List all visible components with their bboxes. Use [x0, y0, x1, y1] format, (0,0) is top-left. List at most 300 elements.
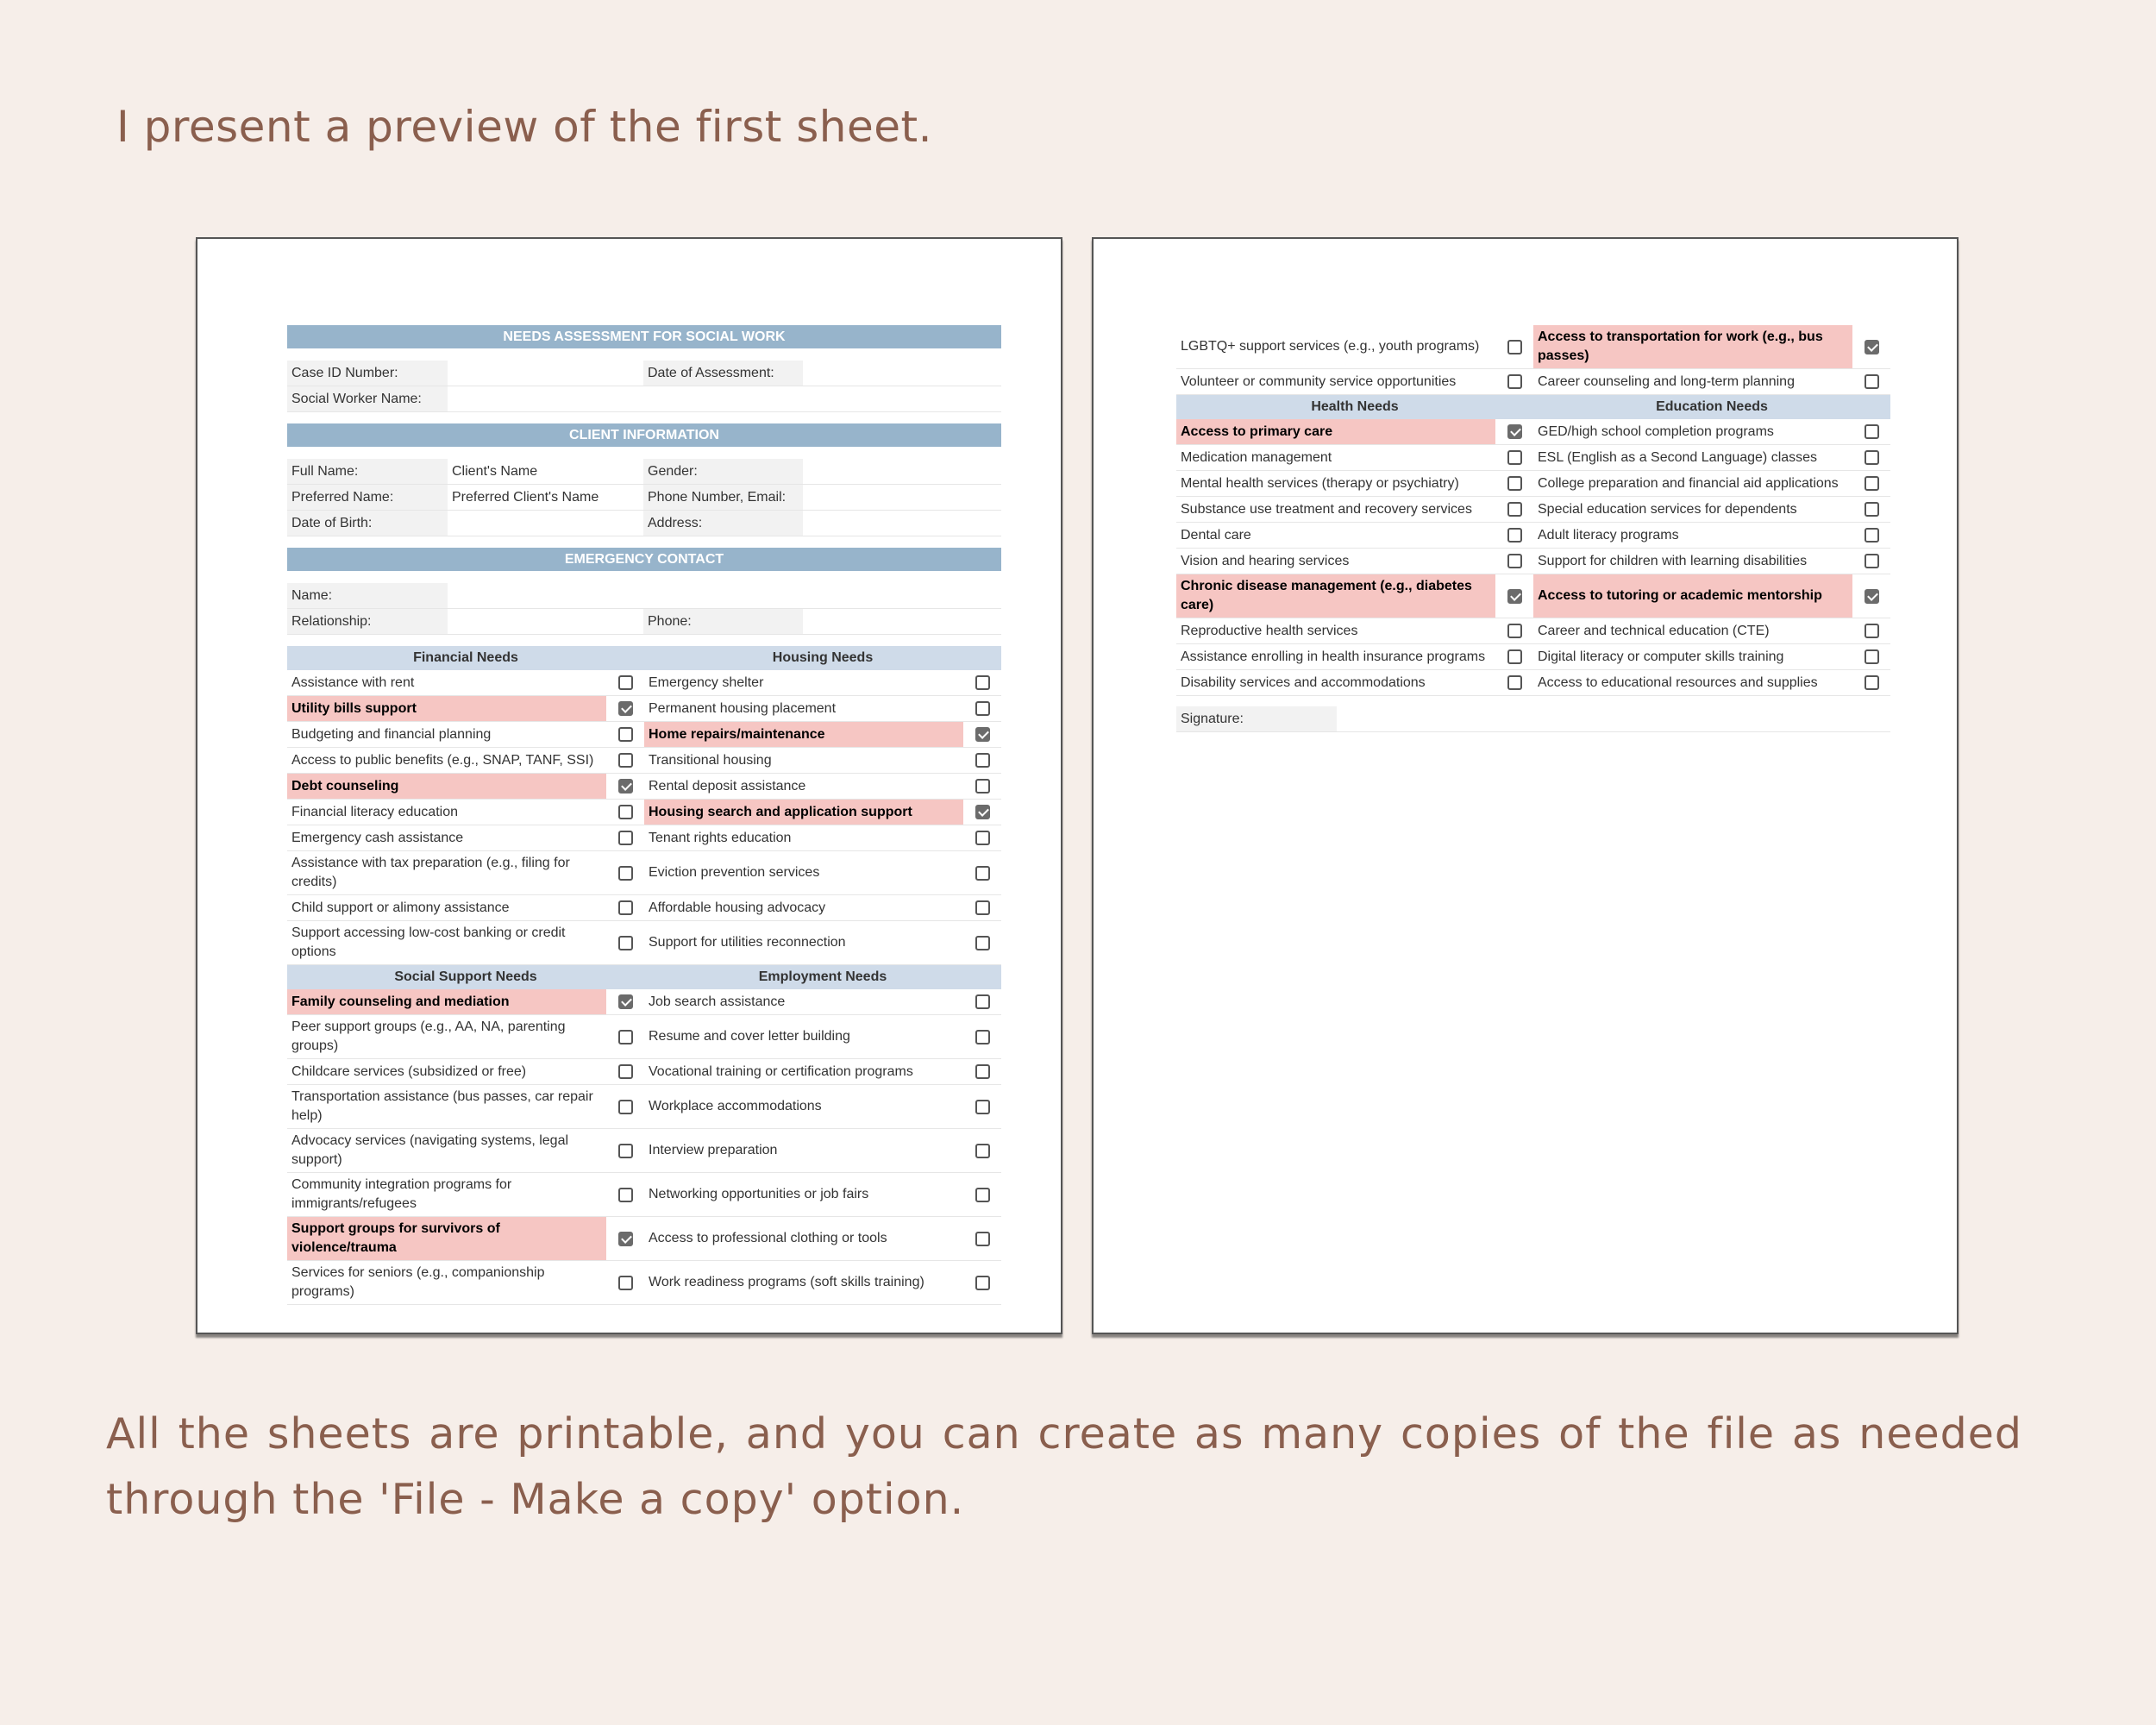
checkbox-unchecked[interactable]: [618, 805, 633, 819]
needs-row: [287, 1129, 1001, 1173]
case-row: [287, 361, 1001, 386]
checkbox-checked[interactable]: [1507, 589, 1522, 604]
checkbox-unchecked[interactable]: [1865, 675, 1879, 690]
needs-item-right: [1533, 549, 1890, 574]
checkbox-cell: [1852, 618, 1890, 643]
checkbox-unchecked[interactable]: [618, 831, 633, 845]
needs-item-left: [287, 1173, 644, 1216]
signature-field[interactable]: [1337, 706, 1890, 731]
checkbox-unchecked[interactable]: [1865, 624, 1879, 638]
needs-category-title: Financial Needs: [413, 650, 518, 665]
checkbox-cell: [963, 774, 1001, 799]
checkbox-unchecked[interactable]: [975, 753, 990, 768]
checkbox-unchecked[interactable]: [1865, 374, 1879, 389]
checkbox-unchecked[interactable]: [618, 1276, 633, 1290]
needs-item-label: Services for seniors (e.g., companionship programs): [291, 1265, 545, 1299]
checkbox-cell: [1852, 523, 1890, 548]
checkbox-cell: [1495, 325, 1533, 368]
needs-item-left: [1176, 574, 1533, 618]
address-label: Address:: [643, 511, 803, 536]
needs-item-label: Advocacy services (navigating systems, legal support): [291, 1133, 569, 1167]
needs-item-right: [644, 1015, 1001, 1058]
checkbox-cell: [606, 895, 644, 920]
needs-item-right: [644, 800, 1001, 825]
checkbox-cell: [1852, 497, 1890, 522]
needs-item-label: Childcare services (subsidized or free): [291, 1063, 527, 1079]
needs-item-label: Support for utilities reconnection: [649, 935, 846, 950]
checkbox-unchecked[interactable]: [975, 866, 990, 881]
needs-row: [287, 989, 1001, 1015]
needs-row: [1176, 471, 1890, 497]
client-row-1: [287, 459, 1001, 485]
checkbox-cell: [963, 851, 1001, 894]
checkbox-unchecked[interactable]: [975, 994, 990, 1009]
needs-item-label: Access to professional clothing or tools: [649, 1231, 887, 1245]
checkbox-checked[interactable]: [618, 779, 633, 794]
ec-relationship-field[interactable]: [448, 609, 643, 634]
needs-item-left: [287, 1217, 644, 1260]
ec-name-field[interactable]: [448, 583, 1001, 608]
needs-item-left: [1176, 523, 1533, 548]
checkbox-cell: [963, 1059, 1001, 1084]
gender-field[interactable]: [803, 459, 1001, 484]
needs-item-right: [644, 1173, 1001, 1216]
needs-row: [287, 748, 1001, 774]
needs-section-header: [287, 965, 1001, 989]
checkbox-unchecked[interactable]: [618, 1144, 633, 1158]
needs-item-label: Access to public benefits (e.g., SNAP, TANF, SSI): [291, 752, 594, 768]
needs-item-left: [287, 774, 644, 799]
signature-row: [1176, 706, 1890, 732]
checkbox-cell: [606, 989, 644, 1014]
form-title: NEEDS ASSESSMENT FOR SOCIAL WORK: [287, 325, 1001, 348]
needs-item-label: Career counseling and long-term planning: [1538, 373, 1795, 389]
needs-item-label: Home repairs/maintenance: [644, 722, 963, 747]
needs-item-left: [1176, 670, 1533, 695]
needs-item-label: Workplace accommodations: [649, 1099, 822, 1113]
full-name-field[interactable]: Client's Name: [452, 464, 538, 479]
needs-item-label: Dental care: [1181, 527, 1251, 543]
checkbox-cell: [606, 748, 644, 773]
needs-item-left: [1176, 471, 1533, 496]
checkbox-cell: [1495, 549, 1533, 574]
checkbox-cell: [606, 1173, 644, 1216]
checkbox-cell: [1852, 471, 1890, 496]
needs-row: [287, 670, 1001, 696]
checkbox-cell: [1852, 445, 1890, 470]
checkbox-unchecked[interactable]: [618, 1188, 633, 1202]
needs-item-label: Tenant rights education: [649, 830, 792, 845]
preferred-name-label: Preferred Name:: [287, 485, 448, 510]
full-name-label: Full Name:: [287, 459, 448, 484]
needs-row: [1176, 670, 1890, 696]
checkbox-cell: [606, 921, 644, 964]
worker-field[interactable]: [448, 386, 1001, 411]
checkbox-unchecked[interactable]: [975, 936, 990, 950]
needs-item-label: GED/high school completion programs: [1538, 423, 1774, 439]
checkbox-unchecked[interactable]: [1507, 374, 1522, 389]
needs-item-left: [287, 989, 644, 1014]
needs-item-label: College preparation and financial aid applications: [1538, 475, 1839, 491]
checkbox-cell: [606, 1059, 644, 1084]
needs-item-right: [644, 895, 1001, 920]
needs-item-label: Interview preparation: [649, 1143, 778, 1157]
needs-item-right: [1533, 670, 1890, 695]
needs-category-title: Social Support Needs: [394, 969, 537, 984]
needs-row: [287, 1261, 1001, 1305]
ec-name-label: Name:: [287, 583, 448, 608]
needs-item-label: Medication management: [1181, 449, 1332, 465]
needs-item-left: [287, 1261, 644, 1304]
checkbox-unchecked[interactable]: [1507, 528, 1522, 543]
checkbox-cell: [963, 989, 1001, 1014]
checkbox-checked[interactable]: [975, 727, 990, 742]
needs-item-left: [287, 722, 644, 747]
needs-item-left: [287, 1085, 644, 1128]
checkbox-cell: [1495, 445, 1533, 470]
needs-item-right: [644, 748, 1001, 773]
needs-item-label: Assistance enrolling in health insurance programs: [1181, 649, 1486, 664]
dob-field[interactable]: [448, 511, 643, 536]
needs-item-left: [1176, 445, 1533, 470]
sheet2-content: [1176, 325, 1890, 732]
needs-item-label: Adult literacy programs: [1538, 527, 1679, 543]
checkbox-unchecked[interactable]: [1865, 502, 1879, 517]
checkbox-unchecked[interactable]: [618, 936, 633, 950]
sheet1-needs-tables: [287, 646, 1001, 1305]
checkbox-cell: [606, 696, 644, 721]
checkbox-cell: [963, 895, 1001, 920]
preferred-name-field[interactable]: Preferred Client's Name: [452, 490, 599, 505]
checkbox-checked[interactable]: [618, 701, 633, 716]
needs-item-right: [644, 825, 1001, 850]
needs-item-label: Access to transportation for work (e.g., bus passes): [1533, 325, 1852, 368]
checkbox-checked[interactable]: [1865, 340, 1879, 354]
checkbox-cell: [963, 1129, 1001, 1172]
needs-category-title: Health Needs: [1311, 399, 1399, 414]
checkbox-checked[interactable]: [618, 994, 633, 1009]
needs-row: [287, 1015, 1001, 1059]
ec-phone-label: Phone:: [643, 609, 803, 634]
client-row-2: [287, 485, 1001, 511]
checkbox-unchecked[interactable]: [1865, 528, 1879, 543]
needs-item-right: [1533, 369, 1890, 394]
checkbox-cell: [1852, 369, 1890, 394]
worker-label: Social Worker Name:: [287, 386, 448, 411]
ec-row-1: [287, 583, 1001, 609]
needs-row: [287, 800, 1001, 825]
checkbox-unchecked[interactable]: [618, 1030, 633, 1044]
needs-item-label: Community integration programs for immigrants/refugees: [291, 1177, 512, 1211]
checkbox-cell: [1495, 574, 1533, 618]
needs-item-right: [1533, 644, 1890, 669]
needs-item-label: Access to primary care: [1176, 419, 1495, 444]
case-id-label: Case ID Number:: [287, 361, 448, 386]
needs-item-label: LGBTQ+ support services (e.g., youth programs): [1181, 339, 1480, 354]
checkbox-cell: [1495, 497, 1533, 522]
checkbox-cell: [606, 1261, 644, 1304]
needs-item-right: [644, 1217, 1001, 1260]
checkbox-unchecked[interactable]: [975, 831, 990, 845]
checkbox-unchecked[interactable]: [975, 1144, 990, 1158]
checkbox-cell: [606, 722, 644, 747]
checkbox-cell: [606, 1217, 644, 1260]
needs-item-label: Reproductive health services: [1181, 623, 1358, 638]
needs-item-left: [287, 1129, 644, 1172]
needs-row: [287, 722, 1001, 748]
needs-item-label: Vision and hearing services: [1181, 553, 1350, 568]
checkbox-cell: [606, 851, 644, 894]
checkbox-cell: [963, 1015, 1001, 1058]
needs-item-left: [287, 800, 644, 825]
needs-row: [1176, 618, 1890, 644]
needs-item-label: Career and technical education (CTE): [1538, 623, 1770, 638]
needs-item-label: Budgeting and financial planning: [291, 726, 492, 742]
checkbox-unchecked[interactable]: [1507, 624, 1522, 638]
needs-row: [287, 774, 1001, 800]
needs-section-header: [287, 646, 1001, 670]
checkbox-cell: [1852, 549, 1890, 574]
needs-item-right: [1533, 523, 1890, 548]
checkbox-cell: [963, 1261, 1001, 1304]
needs-item-label: Assistance with tax preparation (e.g., filing for credits): [291, 856, 570, 889]
needs-item-left: [1176, 419, 1533, 444]
needs-item-right: [644, 921, 1001, 964]
phone-email-field[interactable]: [803, 485, 1001, 510]
checkbox-unchecked[interactable]: [1865, 476, 1879, 491]
needs-item-label: Eviction prevention services: [649, 865, 820, 880]
checkbox-cell: [1495, 670, 1533, 695]
client-row-3: [287, 511, 1001, 536]
needs-item-label: Assistance with rent: [291, 674, 415, 690]
checkbox-cell: [1495, 523, 1533, 548]
phone-email-label: Phone Number, Email:: [643, 485, 803, 510]
needs-item-right: [1533, 445, 1890, 470]
ec-phone-field[interactable]: [803, 609, 1001, 634]
needs-item-right: [644, 696, 1001, 721]
needs-item-right: [1533, 574, 1890, 618]
needs-item-right: [1533, 419, 1890, 444]
needs-row: [287, 1059, 1001, 1085]
needs-row: [287, 696, 1001, 722]
needs-item-left: [287, 670, 644, 695]
needs-row: [1176, 523, 1890, 549]
checkbox-cell: [1495, 644, 1533, 669]
needs-item-label: Digital literacy or computer skills training: [1538, 649, 1784, 664]
needs-item-label: Special education services for dependents: [1538, 501, 1797, 517]
needs-item-label: Support for children with learning disabilities: [1538, 553, 1808, 568]
needs-row: [1176, 644, 1890, 670]
needs-item-left: [1176, 549, 1533, 574]
checkbox-cell: [1852, 574, 1890, 618]
needs-item-label: Job search assistance: [649, 994, 786, 1009]
checkbox-unchecked[interactable]: [618, 900, 633, 915]
needs-item-left: [287, 1059, 644, 1084]
checkbox-unchecked[interactable]: [1507, 502, 1522, 517]
needs-row: [287, 895, 1001, 921]
worker-row: [287, 386, 1001, 412]
needs-item-right: [644, 1085, 1001, 1128]
needs-row: [1176, 445, 1890, 471]
checkbox-unchecked[interactable]: [975, 675, 990, 690]
needs-item-right: [644, 989, 1001, 1014]
needs-category-title: Employment Needs: [758, 969, 887, 984]
needs-item-label: Volunteer or community service opportunities: [1181, 373, 1457, 389]
checkbox-unchecked[interactable]: [975, 1276, 990, 1290]
checkbox-unchecked[interactable]: [1865, 424, 1879, 439]
needs-item-left: [287, 825, 644, 850]
checkbox-cell: [963, 1217, 1001, 1260]
needs-item-label: Family counseling and mediation: [287, 989, 606, 1014]
date-label: Date of Assessment:: [643, 361, 803, 386]
emergency-contact-title: EMERGENCY CONTACT: [287, 548, 1001, 571]
sheet-page-1: [196, 237, 1062, 1334]
needs-item-label: Financial literacy education: [291, 804, 458, 819]
case-id-field[interactable]: [448, 361, 643, 386]
needs-section-header: [1176, 395, 1890, 419]
checkbox-unchecked[interactable]: [975, 1064, 990, 1079]
checkbox-checked[interactable]: [975, 805, 990, 819]
needs-row: [1176, 369, 1890, 395]
needs-item-right: [1533, 618, 1890, 643]
needs-item-label: Emergency cash assistance: [291, 830, 464, 845]
needs-item-label: Rental deposit assistance: [649, 778, 806, 794]
needs-item-right: [644, 1129, 1001, 1172]
checkbox-unchecked[interactable]: [1865, 450, 1879, 465]
needs-item-label: Work readiness programs (soft skills training): [649, 1275, 924, 1289]
needs-item-label: Debt counseling: [287, 774, 606, 799]
checkbox-cell: [963, 1173, 1001, 1216]
dob-label: Date of Birth:: [287, 511, 448, 536]
needs-item-left: [287, 696, 644, 721]
checkbox-cell: [1852, 670, 1890, 695]
checkbox-unchecked[interactable]: [618, 675, 633, 690]
needs-item-label: Chronic disease management (e.g., diabetes care): [1176, 574, 1495, 618]
needs-item-label: Emergency shelter: [649, 674, 764, 690]
needs-row: [287, 1085, 1001, 1129]
signature-label: Signature:: [1176, 706, 1337, 731]
needs-item-label: Resume and cover letter building: [649, 1029, 850, 1044]
checkbox-cell: [963, 722, 1001, 747]
ec-row-2: [287, 609, 1001, 635]
checkbox-cell: [963, 696, 1001, 721]
needs-row: [1176, 419, 1890, 445]
sheet-page-2: [1092, 237, 1959, 1334]
needs-item-label: Support groups for survivors of violence/trauma: [287, 1217, 606, 1260]
needs-row: [287, 851, 1001, 895]
needs-category-title: Housing Needs: [772, 650, 874, 665]
checkbox-unchecked[interactable]: [975, 1188, 990, 1202]
needs-item-label: Transitional housing: [649, 752, 772, 768]
checkbox-unchecked[interactable]: [618, 727, 633, 742]
checkbox-cell: [606, 774, 644, 799]
needs-item-label: Housing search and application support: [644, 800, 963, 825]
needs-item-label: Permanent housing placement: [649, 700, 837, 716]
checkbox-unchecked[interactable]: [618, 753, 633, 768]
needs-row: [287, 921, 1001, 965]
checkbox-unchecked[interactable]: [975, 900, 990, 915]
checkbox-checked[interactable]: [618, 1232, 633, 1246]
checkbox-cell: [963, 825, 1001, 850]
checkbox-unchecked[interactable]: [1507, 450, 1522, 465]
checkbox-unchecked[interactable]: [975, 1030, 990, 1044]
checkbox-unchecked[interactable]: [1507, 649, 1522, 664]
needs-row: [1176, 497, 1890, 523]
case-info: [287, 361, 1001, 412]
needs-item-right: [644, 1059, 1001, 1084]
needs-row: [1176, 574, 1890, 618]
checkbox-cell: [1495, 618, 1533, 643]
checkbox-unchecked[interactable]: [1507, 554, 1522, 568]
date-field[interactable]: [803, 361, 1001, 386]
checkbox-cell: [606, 1015, 644, 1058]
checkbox-unchecked[interactable]: [1865, 554, 1879, 568]
sheet2-top-rows: [1176, 325, 1890, 395]
checkbox-cell: [606, 825, 644, 850]
checkbox-unchecked[interactable]: [1507, 675, 1522, 690]
needs-item-right: [1533, 497, 1890, 522]
needs-category-title: Education Needs: [1656, 399, 1768, 414]
needs-item-label: Access to tutoring or academic mentorship: [1533, 574, 1852, 618]
checkbox-cell: [963, 748, 1001, 773]
sheet1-content: [287, 325, 1001, 1305]
needs-item-label: Utility bills support: [287, 696, 606, 721]
checkbox-unchecked[interactable]: [618, 1100, 633, 1114]
needs-row: [287, 1217, 1001, 1261]
checkbox-checked[interactable]: [1507, 424, 1522, 439]
checkbox-unchecked[interactable]: [975, 1100, 990, 1114]
needs-item-right: [1533, 471, 1890, 496]
needs-item-right: [644, 670, 1001, 695]
checkbox-cell: [963, 1085, 1001, 1128]
footer-note: All the sheets are printable, and you can create as many copies of the file as needed through the 'File - Make a copy' option.: [106, 1409, 2022, 1524]
needs-item-left: [1176, 618, 1533, 643]
needs-item-label: Support accessing low-cost banking or credit options: [291, 925, 566, 959]
checkbox-unchecked[interactable]: [975, 779, 990, 794]
checkbox-unchecked[interactable]: [975, 1232, 990, 1246]
needs-item-right: [644, 851, 1001, 894]
checkbox-cell: [606, 800, 644, 825]
checkbox-unchecked[interactable]: [1507, 476, 1522, 491]
needs-item-label: Access to educational resources and supplies: [1538, 674, 1818, 690]
client-info-title: CLIENT INFORMATION: [287, 423, 1001, 447]
needs-item-label: Transportation assistance (bus passes, car repair help): [291, 1089, 593, 1123]
checkbox-cell: [606, 1085, 644, 1128]
checkbox-cell: [1495, 419, 1533, 444]
needs-item-left: [287, 748, 644, 773]
checkbox-checked[interactable]: [1865, 589, 1879, 604]
needs-item-left: [1176, 497, 1533, 522]
needs-item-label: Mental health services (therapy or psychiatry): [1181, 475, 1459, 491]
needs-item-label: Substance use treatment and recovery services: [1181, 501, 1472, 517]
checkbox-cell: [606, 1129, 644, 1172]
checkbox-unchecked[interactable]: [618, 1064, 633, 1079]
needs-item-label: Child support or alimony assistance: [291, 900, 510, 915]
needs-item-label: Affordable housing advocacy: [649, 900, 826, 915]
checkbox-unchecked[interactable]: [1865, 649, 1879, 664]
ec-relationship-label: Relationship:: [287, 609, 448, 634]
checkbox-cell: [963, 800, 1001, 825]
needs-row: [1176, 325, 1890, 369]
gender-label: Gender:: [643, 459, 803, 484]
emergency-contact: [287, 583, 1001, 635]
address-field[interactable]: [803, 511, 1001, 536]
needs-row: [1176, 549, 1890, 574]
checkbox-unchecked[interactable]: [618, 866, 633, 881]
checkbox-unchecked[interactable]: [1507, 340, 1522, 354]
needs-item-left: [1176, 325, 1533, 368]
checkbox-unchecked[interactable]: [975, 701, 990, 716]
